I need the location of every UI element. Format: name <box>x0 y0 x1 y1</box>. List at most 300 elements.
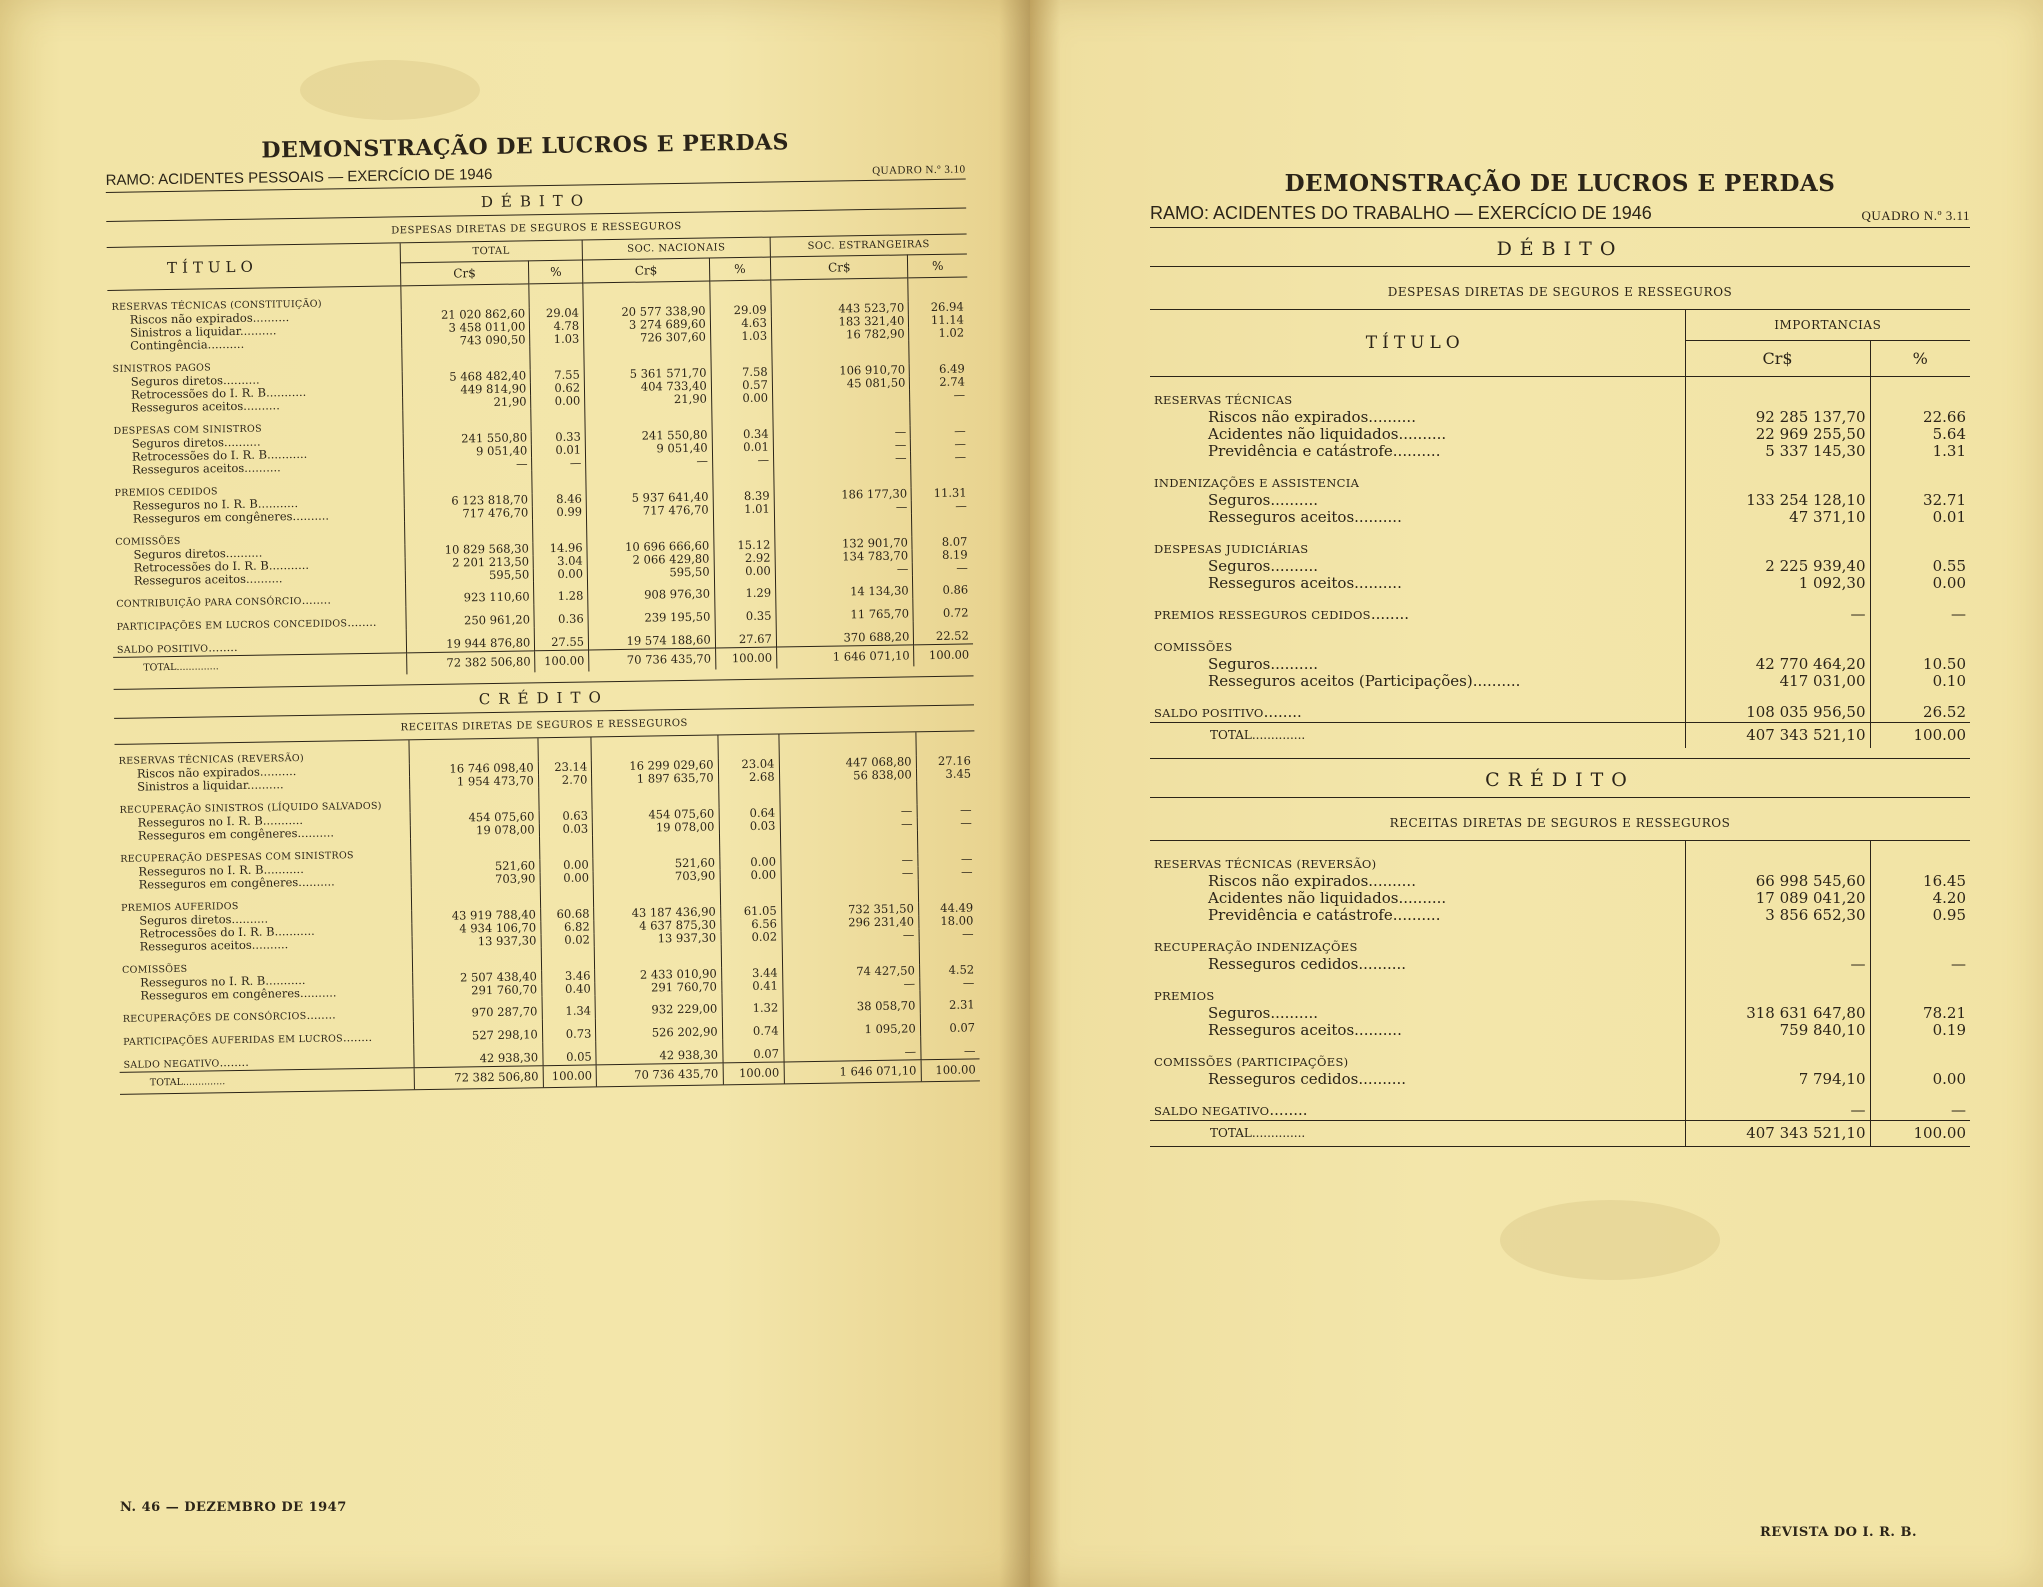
group-row <box>1150 973 1970 1005</box>
paper-stain <box>1500 1200 1720 1280</box>
value-cell: 2 507 438,40 <box>413 970 542 985</box>
value-cell <box>539 835 593 859</box>
value-cell <box>585 406 712 431</box>
row-label-text: Resseguros no I. R. B. <box>132 496 262 513</box>
value-cell: 8.46 <box>532 492 586 506</box>
left-debito-rows <box>107 277 973 679</box>
leader-dots: .......... <box>259 764 297 779</box>
row-label-text: CONTRIBUIÇÃO PARA CONSÓRCIO <box>116 595 302 610</box>
col-importancias: IMPORTANCIAS <box>1685 310 1970 341</box>
value-cell: 717 476,70 <box>586 503 713 518</box>
value-cell: 923 110,60 <box>405 581 534 606</box>
leader-dots: .......... <box>270 446 308 462</box>
pct-header: % <box>908 254 967 278</box>
value-cell: 241 550,80 <box>403 431 532 446</box>
value-cell <box>1685 841 1870 873</box>
value-cell: — <box>586 454 713 469</box>
value-cell: — <box>912 499 971 513</box>
value-cell: 595,50 <box>587 565 714 580</box>
row-label-text: PARTICIPAÇÕES AUFERIDAS EM LUCROS <box>123 1033 344 1048</box>
value-cell: — <box>773 451 911 466</box>
value-cell <box>538 737 592 761</box>
value-cell <box>711 343 772 367</box>
leader-dots: ........ <box>301 592 332 607</box>
value-cell: — <box>910 388 969 402</box>
row-label-text: Resseguros no I. R. B. <box>138 862 268 879</box>
row-label-text: Sinistros a liquidar <box>137 777 248 794</box>
value-cell: — <box>911 424 970 438</box>
value-cell <box>541 946 595 970</box>
value-cell: 22.52 <box>914 620 973 644</box>
value-cell: 0.35 <box>715 601 776 625</box>
col-soc-estrangeiras: SOC. ESTRANGEIRAS <box>770 234 967 257</box>
value-cell: 23.04 <box>718 757 779 771</box>
row-label <box>1150 890 1685 907</box>
leader-dots: .......... <box>292 508 330 524</box>
value-cell: 0.00 <box>711 392 772 406</box>
total-label <box>1150 723 1685 749</box>
value-cell <box>1685 460 1870 492</box>
total-value: 1 646 071,10 <box>784 1060 921 1084</box>
row-label-text: RECUPERAÇÃO DESPESAS COM SINISTROS <box>120 850 354 865</box>
value-cell <box>412 947 541 972</box>
row-label-text: PREMIOS RESSEGUROS CEDIDOS <box>1154 608 1371 622</box>
row-label-text: PARTICIPAÇÕES EM LUCROS CONCEDIDOS <box>116 618 348 633</box>
table-row <box>1150 575 1970 592</box>
value-cell: 133 254 128,10 <box>1685 492 1870 509</box>
total-value: 100.00 <box>723 1062 784 1084</box>
value-cell: — <box>911 437 970 451</box>
value-cell: 291 760,70 <box>595 980 721 995</box>
row-label-text: Resseguros aceitos <box>131 398 244 415</box>
value-cell: 14.96 <box>533 541 587 555</box>
row-label-text: Resseguros em congêneres <box>137 826 298 843</box>
value-cell: 0.34 <box>712 428 773 442</box>
row-label-text: Resseguros aceitos <box>1208 1021 1355 1039</box>
row-label <box>1150 592 1685 624</box>
value-cell: 74 427,50 <box>782 964 919 979</box>
leader-dots: .......... <box>243 398 280 413</box>
leader-dots: ........ <box>1269 1101 1308 1119</box>
value-cell: 17 089 041,20 <box>1685 890 1870 907</box>
value-cell: 1.02 <box>909 326 968 340</box>
value-cell: — <box>780 817 917 832</box>
value-cell: 45 081,50 <box>772 376 910 391</box>
leader-dots: .............. <box>1251 728 1306 742</box>
value-cell: 0.02 <box>721 930 782 944</box>
row-label-text: Seguros diretos <box>131 435 225 451</box>
row-label <box>1150 673 1685 690</box>
leader-dots: .......... <box>244 460 281 475</box>
value-cell <box>712 405 773 429</box>
value-cell: 1 897 635,70 <box>592 771 718 786</box>
leader-dots: .......... <box>1398 425 1447 443</box>
row-label <box>1150 690 1685 723</box>
value-cell: 1.03 <box>710 330 771 344</box>
value-cell: 0.72 <box>913 597 972 621</box>
left-credito-rows <box>115 731 980 1093</box>
value-cell: 0.55 <box>1870 558 1970 575</box>
value-cell: 3 458 011,00 <box>401 320 530 335</box>
leader-dots: .............. <box>1251 1126 1306 1140</box>
value-cell <box>531 407 585 431</box>
leader-dots: .............. <box>182 1076 226 1088</box>
row-label-text: Resseguros em congêneres <box>132 509 293 526</box>
value-cell: 134 783,70 <box>775 549 913 564</box>
row-label-text: Resseguros em congêneres <box>140 986 301 1003</box>
value-cell: 250 961,20 <box>405 604 534 629</box>
value-cell <box>403 470 532 495</box>
value-cell: 10.50 <box>1870 656 1970 673</box>
value-cell <box>529 283 583 307</box>
leader-dots: .......... <box>1270 1004 1319 1022</box>
row-label <box>1150 1022 1685 1039</box>
leader-dots: .......... <box>299 985 337 1001</box>
row-label <box>1150 1088 1685 1121</box>
group-row <box>1150 841 1970 873</box>
value-cell: 56 838,00 <box>779 768 916 783</box>
unit-header: Cr$ <box>400 261 529 286</box>
page-footer-right: REVISTA DO I. R. B. <box>1760 1525 1917 1540</box>
row-label-text: DESPESAS COM SINISTROS <box>113 423 262 437</box>
right-debito-table <box>1150 310 1970 748</box>
value-cell: — <box>780 804 917 819</box>
debito-subheading: DESPESAS DIRETAS DE SEGUROS E RESSEGUROS <box>106 208 966 248</box>
value-cell: — <box>775 562 913 577</box>
value-cell: 703,90 <box>593 869 719 884</box>
col-soc-nacionais: SOC. NACIONAIS <box>582 238 770 260</box>
debito-heading: DÉBITO <box>1150 228 1970 267</box>
value-cell <box>916 780 975 804</box>
value-cell <box>594 882 721 907</box>
value-cell: 43 919 788,40 <box>412 908 541 923</box>
row-label-text: PREMIOS CEDIDOS <box>114 486 218 499</box>
total-label-text: TOTAL <box>1210 728 1252 742</box>
row-label-text: Contingência <box>130 337 208 353</box>
value-cell: — <box>917 852 976 866</box>
value-cell: 0.63 <box>539 809 593 823</box>
value-cell: 32.71 <box>1870 492 1970 509</box>
row-label-text: PREMIOS AUFERIDOS <box>120 900 239 914</box>
value-cell: 0.00 <box>540 871 594 885</box>
value-cell: 0.73 <box>542 1018 596 1042</box>
leader-dots: .......... <box>246 777 284 792</box>
row-label-text: COMISSÕES <box>1154 640 1233 654</box>
leader-dots: .......... <box>1358 955 1407 973</box>
value-cell: 0.02 <box>541 933 595 947</box>
row-label-text: DESPESAS JUDICIÁRIAS <box>1154 542 1309 556</box>
value-cell: — <box>920 1035 979 1059</box>
value-cell: 1.03 <box>530 333 584 347</box>
row-label-text: Seguros <box>1208 491 1271 509</box>
value-cell: 0.86 <box>913 574 972 598</box>
leader-dots: .......... <box>1392 906 1441 924</box>
value-cell: — <box>1685 1088 1870 1121</box>
table-row <box>1150 443 1970 460</box>
total-value: 407 343 521,10 <box>1685 723 1870 749</box>
row-label-text: Riscos não expirados <box>1208 872 1369 890</box>
value-cell: 0.00 <box>531 394 585 408</box>
value-cell: 521,60 <box>593 856 719 871</box>
value-cell: 0.41 <box>721 979 782 993</box>
row-label-text: Resseguros cedidos <box>1208 955 1359 973</box>
value-cell: 370 688,20 <box>776 621 914 647</box>
value-cell: 1 095,20 <box>783 1013 921 1038</box>
value-cell: 106 910,70 <box>772 363 910 378</box>
value-cell: 4.63 <box>710 317 771 331</box>
leader-dots: .......... <box>1358 1070 1407 1088</box>
leader-dots: .......... <box>267 861 304 877</box>
credito-subheading: RECEITAS DIRETAS DE SEGUROS E RESSEGUROS <box>1150 798 1970 841</box>
value-cell <box>592 784 719 809</box>
total-label <box>113 653 406 679</box>
value-cell: 43 187 436,90 <box>594 905 720 920</box>
row-label-text: INDENIZAÇÕES E ASSISTENCIA <box>1154 476 1360 490</box>
value-cell: 92 285 137,70 <box>1685 409 1870 426</box>
leader-dots: .......... <box>1354 1021 1402 1039</box>
credito-heading: CRÉDITO <box>114 675 974 719</box>
leader-dots: ........ <box>219 1054 249 1070</box>
value-cell <box>773 402 911 427</box>
row-label-text: Retrocessões do I. R. B. <box>130 385 270 402</box>
col-titulo: TÍTULO <box>1150 310 1685 377</box>
value-cell <box>718 783 779 807</box>
value-cell <box>584 344 711 369</box>
leader-dots: ........ <box>1263 703 1302 721</box>
leader-dots: .......... <box>298 874 335 890</box>
value-cell <box>409 738 538 763</box>
leader-dots: ........ <box>1370 605 1410 623</box>
right-credito-rows <box>1150 841 1970 1146</box>
pct-header: % <box>1870 341 1970 377</box>
row-label-text: SALDO POSITIVO <box>1154 706 1264 720</box>
value-cell: 0.03 <box>719 819 780 833</box>
value-cell: 19 574 188,60 <box>588 624 715 649</box>
group-row <box>1150 624 1970 656</box>
value-cell <box>1870 377 1970 410</box>
value-cell <box>412 885 541 910</box>
value-cell: — <box>911 450 970 464</box>
value-cell: 0.36 <box>534 603 588 627</box>
group-row <box>1150 526 1970 558</box>
value-cell: 1 954 473,70 <box>410 774 539 789</box>
value-cell: 29.04 <box>530 307 584 321</box>
value-cell: 0.00 <box>534 567 588 581</box>
leader-dots: .......... <box>1368 872 1416 890</box>
value-cell: 61.05 <box>720 904 781 918</box>
value-cell: 3.44 <box>721 966 782 980</box>
ramo-label: RAMO: ACIDENTES PESSOAIS — EXERCÍCIO DE 1946 <box>105 165 493 189</box>
value-cell: 0.05 <box>542 1041 596 1065</box>
value-cell <box>1870 924 1970 956</box>
leader-dots: .......... <box>222 372 260 388</box>
total-value: 100.00 <box>543 1065 597 1087</box>
right-debito-rows <box>1150 377 1970 749</box>
row-label <box>1150 907 1685 924</box>
value-cell <box>593 833 720 858</box>
value-cell <box>400 284 529 310</box>
value-cell: 0.00 <box>1870 575 1970 592</box>
row-label-text: Resseguros no I. R. B. <box>137 813 267 830</box>
row-label-text: RESERVAS TÉCNICAS (CONSTITUIÇÃO) <box>111 298 322 313</box>
value-cell: 20 577 338,90 <box>583 305 710 320</box>
leader-dots: .......... <box>231 911 269 927</box>
value-cell: 6.82 <box>541 920 595 934</box>
value-cell: 1 092,30 <box>1685 575 1870 592</box>
right-credito-table <box>1150 841 1970 1146</box>
value-cell <box>1870 460 1970 492</box>
value-cell: 732 351,50 <box>781 902 918 917</box>
value-cell: 526 202,90 <box>596 1016 723 1041</box>
row-label-text: Resseguros aceitos <box>1208 508 1355 526</box>
row-label <box>1150 973 1685 1005</box>
value-cell: 19 078,00 <box>411 823 540 838</box>
debito-heading: DÉBITO <box>106 179 966 222</box>
value-cell: 5 361 571,70 <box>584 367 711 382</box>
value-cell: 3.46 <box>541 969 595 983</box>
value-cell: 44.49 <box>918 901 977 915</box>
value-cell: 9 051,40 <box>403 444 532 459</box>
total-value: 100.00 <box>914 644 973 666</box>
table-row <box>1150 1022 1970 1039</box>
value-cell: 726 307,60 <box>584 331 711 346</box>
row-label <box>1150 1071 1685 1088</box>
leader-dots: ........ <box>208 639 238 655</box>
row-label <box>119 1021 414 1049</box>
value-cell: 527 298,10 <box>414 1019 543 1044</box>
row-label-text: Riscos não expirados <box>1208 408 1369 426</box>
row-label-text: Resseguros cedidos <box>1208 1070 1359 1088</box>
row-label-text: Retrocessões do I. R. B. <box>133 558 273 575</box>
total-value: 70 736 435,70 <box>589 648 716 671</box>
row-label-text: Resseguros aceitos <box>132 460 245 477</box>
pct-header: % <box>709 257 770 281</box>
value-cell: 42 938,30 <box>596 1039 723 1064</box>
value-cell: — <box>919 927 978 941</box>
value-cell: 11 765,70 <box>776 598 914 623</box>
leader-dots: .......... <box>1398 889 1447 907</box>
value-cell: 521,60 <box>411 859 540 874</box>
value-cell: — <box>780 853 917 868</box>
value-cell: — <box>913 561 972 575</box>
value-cell <box>1685 973 1870 1005</box>
value-cell <box>404 519 533 544</box>
value-cell: 22.66 <box>1870 409 1970 426</box>
value-cell <box>911 463 970 487</box>
row-label-text: Seguros diretos <box>139 912 232 928</box>
value-cell: 16 299 029,60 <box>592 758 718 773</box>
leader-dots: .......... <box>245 571 283 586</box>
value-cell: — <box>403 457 532 472</box>
value-cell: 7.55 <box>531 368 585 382</box>
value-cell: 186 177,30 <box>774 487 912 502</box>
statement-title: DEMONSTRAÇÃO DE LUCROS E PERDAS <box>261 129 790 164</box>
value-cell: 78.21 <box>1870 1005 1970 1022</box>
table-row <box>1150 890 1970 907</box>
value-cell: — <box>782 928 919 943</box>
total-value: 1 646 071,10 <box>776 645 914 669</box>
row-label <box>1150 841 1685 873</box>
value-cell: 4 637 875,30 <box>594 918 720 933</box>
value-cell: 0.40 <box>542 982 596 996</box>
row-label-text: Resseguros aceitos <box>1208 574 1355 592</box>
total-value: 72 382 506,80 <box>414 1066 543 1090</box>
value-cell: 1.31 <box>1870 443 1970 460</box>
pct-header: % <box>529 260 583 284</box>
col-total: TOTAL <box>400 241 583 263</box>
table-row <box>1150 656 1970 673</box>
row-label-text: PREMIOS <box>1154 989 1215 1003</box>
value-cell: 908 976,30 <box>588 578 715 603</box>
credito-subheading: RECEITAS DIRETAS DE SEGUROS E RESSEGUROS <box>114 705 974 745</box>
value-cell: 454 075,60 <box>410 810 539 825</box>
value-cell: — <box>774 500 912 515</box>
leader-dots: .......... <box>1270 655 1319 673</box>
value-cell: 108 035 956,50 <box>1685 690 1870 723</box>
value-cell: 3.45 <box>916 767 975 781</box>
value-cell <box>530 346 584 370</box>
row-label-text: RESERVAS TÉCNICAS (REVERSÃO) <box>1154 857 1377 871</box>
value-cell: 3.04 <box>533 554 587 568</box>
value-cell: 19 944 876,80 <box>406 627 535 653</box>
value-cell <box>411 836 540 861</box>
total-value: 100.00 <box>535 650 589 672</box>
row-label <box>1150 526 1685 558</box>
value-cell: 0.01 <box>1870 509 1970 526</box>
value-cell: 318 631 647,80 <box>1685 1005 1870 1022</box>
value-cell: 27.16 <box>916 754 975 768</box>
left-statement <box>105 126 980 1094</box>
row-label-text: RECUPERAÇÃO SINISTROS (LÍQUIDO SALVADOS) <box>119 800 382 816</box>
value-cell <box>910 401 969 425</box>
value-cell: 0.01 <box>712 441 773 455</box>
leader-dots: .......... <box>1392 442 1441 460</box>
value-cell: 0.10 <box>1870 673 1970 690</box>
row-label <box>1150 377 1685 410</box>
value-cell: — <box>1870 956 1970 973</box>
value-cell: 132 901,70 <box>775 536 913 551</box>
value-cell: 42 770 464,20 <box>1685 656 1870 673</box>
value-cell: 5 937 641,40 <box>586 490 713 505</box>
value-cell <box>532 469 586 493</box>
value-cell: 21,90 <box>585 393 712 408</box>
value-cell <box>538 786 592 810</box>
leader-dots: .......... <box>225 545 263 561</box>
leader-dots: .......... <box>1472 672 1521 690</box>
value-cell: 18.00 <box>918 914 977 928</box>
value-cell <box>1870 526 1970 558</box>
leader-dots: .......... <box>269 384 307 400</box>
leader-dots: .......... <box>1368 408 1416 426</box>
value-cell: 3 274 689,60 <box>584 318 711 333</box>
leader-dots: .......... <box>297 825 335 841</box>
row-label-text: RESERVAS TÉCNICAS <box>1154 393 1293 407</box>
paper-stain <box>300 60 480 120</box>
value-cell: 21,90 <box>402 395 531 410</box>
value-cell <box>1685 526 1870 558</box>
credito-heading: CRÉDITO <box>1150 758 1970 798</box>
value-cell: 0.33 <box>532 430 586 444</box>
total-value: 72 382 506,80 <box>406 651 535 675</box>
value-cell: 38 058,70 <box>783 990 921 1015</box>
group-row <box>1150 592 1970 624</box>
left-debito-table <box>107 234 974 678</box>
value-cell: 4.20 <box>1870 890 1970 907</box>
row-label <box>1150 656 1685 673</box>
value-cell: 13 937,30 <box>412 934 541 949</box>
value-cell <box>908 277 967 301</box>
row-label <box>1150 460 1685 492</box>
